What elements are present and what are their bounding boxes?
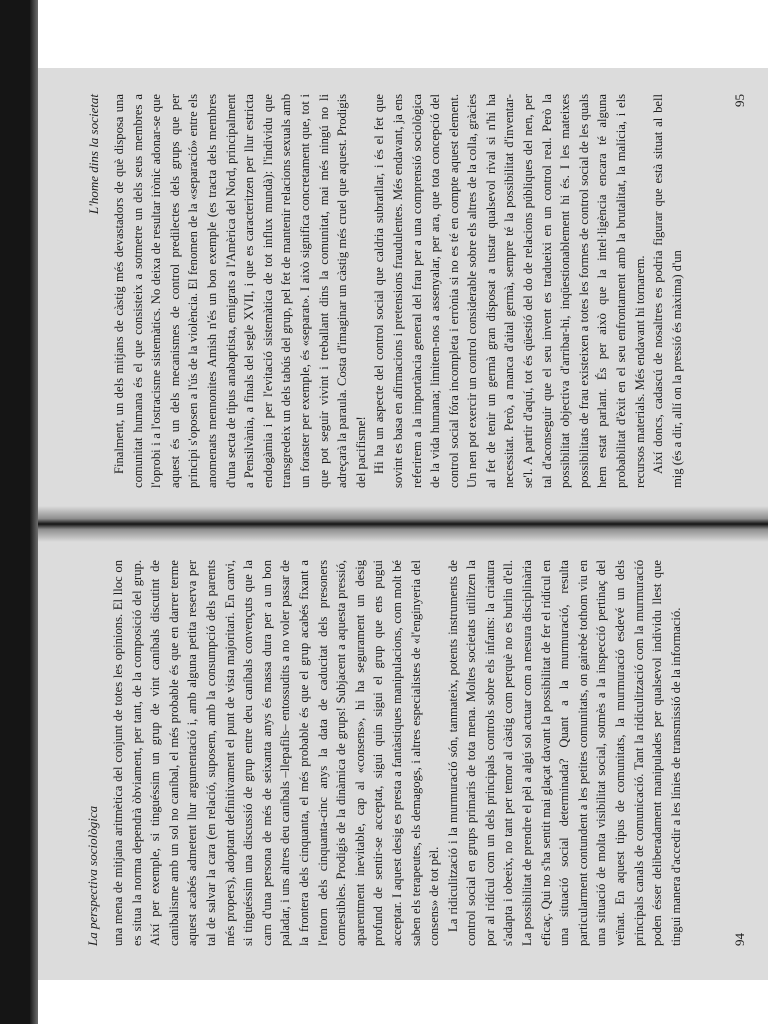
left-page <box>38 530 768 980</box>
left-running-head: La perspectiva sociològica <box>85 805 100 946</box>
left-paragraph-1: una mena de mitjana aritmètica del conjunt de totes les opinions. El lloc on es situa la norma dependrà òbviament, per tant, de la composició del grup. Així per exemple, si tinguéssim un grup de vint caníbals discutint de canibalisme amb un sol no caníbal, el més probable és que en darrer terme aquest acabés admetent llur argumentació i, amb alguna petita reserva per tal de salvar la cara (en relació, suposem, amb la consumpció dels parents més propers), adoptant definitivament el punt de vista majoritari. En canvi, si tinguéssim una discussió de grup entre deu caníbals convençuts que la carn d'una persona de més de seixanta anys és massa dura per a un bon paladar, i uns altres deu caníbals –llepafils– entossudits a no voler passar de la frontera dels cinquanta, el més probable és que el grup acabés fixant a l'entorn dels cinquanta-cinc anys la data de caducitat dels presoners comestibles. Prodigis de la dinàmica de grups! Subjacent a aquesta pressió, aparentment inevitable, cap al «consens», hi ha segurament un desig profund de sentir-se acceptat, sigui quin sigui el grup que ens pugui acceptar. I aquest desig es presta a fantàstiques manipulacions, com molt bé saben els terapeutes, els demagogs, i altres especialistes de «l'enginyeria del consens» de tot pèl. <box>111 560 442 946</box>
left-text-block <box>109 560 685 946</box>
right-text-block <box>110 94 686 488</box>
right-running-head: L'home dins la societat <box>86 94 101 215</box>
rotated-spread <box>38 68 768 980</box>
scan-shadow <box>0 0 38 1024</box>
book-gutter-shadow <box>38 506 768 542</box>
book-spread-photo <box>38 68 768 980</box>
right-paragraph-3: Així doncs, cadascú de nosaltres es podria figurar que està situat al bell mig (és a dir, allí on la pressió és màxima) d'un <box>651 94 684 488</box>
right-paragraph-2: Hi ha un aspecte del control social que caldria subratllar, i és el fet que sovint es basa en afirmacions i pretensions fraudulentes. Més endavant, ja ens referirem a la importància general del frau per a una comprensió sociològica de la vida humana; limitem-nos a assenyalar, per ara, que tota concepció del control social fóra incompleta i errònia si no es té en compte aquest element. Un nen pot exercir un control considerable sobre els altres de la colla, gràcies al fet de tenir un germà gran disposat a tustar qualsevol rival si n'hi ha necessitat. Però, a manca d'aital germà, sempre té la possibilitat d'inventar-se'l. A partir d'aquí, tot és qüestió del do de relacions públiques del nen, per tal d'aconseguir que el seu invent es tradueixi en un control real. Però la possibilitat objectiva d'arribar-hi, inqüestionablement hi és. I les mateixes possibilitats de frau existeixen a totes les formes de control social de les quals hem estat parlant. És per això que la intel·ligència encara té alguna probabilitat d'èxit en el seu enfrontament amb la brutalitat, la malícia, i els recursos materials. Més endavant hi tornarem. <box>372 94 647 488</box>
left-paragraph-2: La ridiculització i la murmuració són, tanmateix, potents instruments de control social en grups primaris de tota mena. Moltes societats utilitzen la por al ridícul com un dels principals controls sobre els infants: la criatura s'adapta i obeeix, no tant per temor al càstig com perquè no es burlin d'ell. La possibilitat de prendre el pèl a algú sol actuar com a mesura disciplinària eficaç. Qui no s'ha sentit mai glaçat davant la possibilitat de fer el ridícul en una situació social determinada? Quant a la murmuració, resulta particularment contundent a les petites comunitats, on gairebé tothom viu en una situació de molta visibilitat social, sotmès a la inspecció pertinaç del veïnat. En aquest tipus de comunitats, la murmuració esdevé un dels principals canals de comunicació. Tant la ridiculització com la murmuració poden ésser deliberadament manipulades per qualsevol individu llest que tingui manera d'accedir a les línies de transmissió de la informació. <box>445 560 683 946</box>
right-page-number: 95 <box>732 94 747 107</box>
right-paragraph-1: Finalment, un dels mitjans de càstig més devastadors de què disposa una comunitat humana és el que consisteix a sotmetre un dels seus membres a l'oprobi i a l'ostracisme sistemàtics. No deixa de resultar irònic adonar-se que aquest és un dels mecanismes de control predilectes dels grups que per principi s'oposen a l'ús de la violència. El fenomen de la «separació» entre els anomenats mennonites Amish n'és un bon exemple (es tracta dels membres d'una secta de tipus anabaptista, emigrats a l'Amèrica del Nord, principalment a Pensilvània, a finals del segle XVII, i que es caracteritzen per llur estricta endogàmia i per l'evitació sistemàtica de tot influx mundà): l'individu que transgredeix un dels tabús del grup, pel fet de mantenir relacions sexuals amb un foraster per exemple, és «separat». I això significa concretament que, tot i que pot seguir vivint i treballant dins la comunitat, mai més ningú no li adreçarà la paraula. Costa d'imaginar un càstig més cruel que aquest. Prodigis del pacifisme! <box>112 94 368 488</box>
right-page <box>38 68 768 518</box>
left-page-number: 94 <box>732 933 747 946</box>
